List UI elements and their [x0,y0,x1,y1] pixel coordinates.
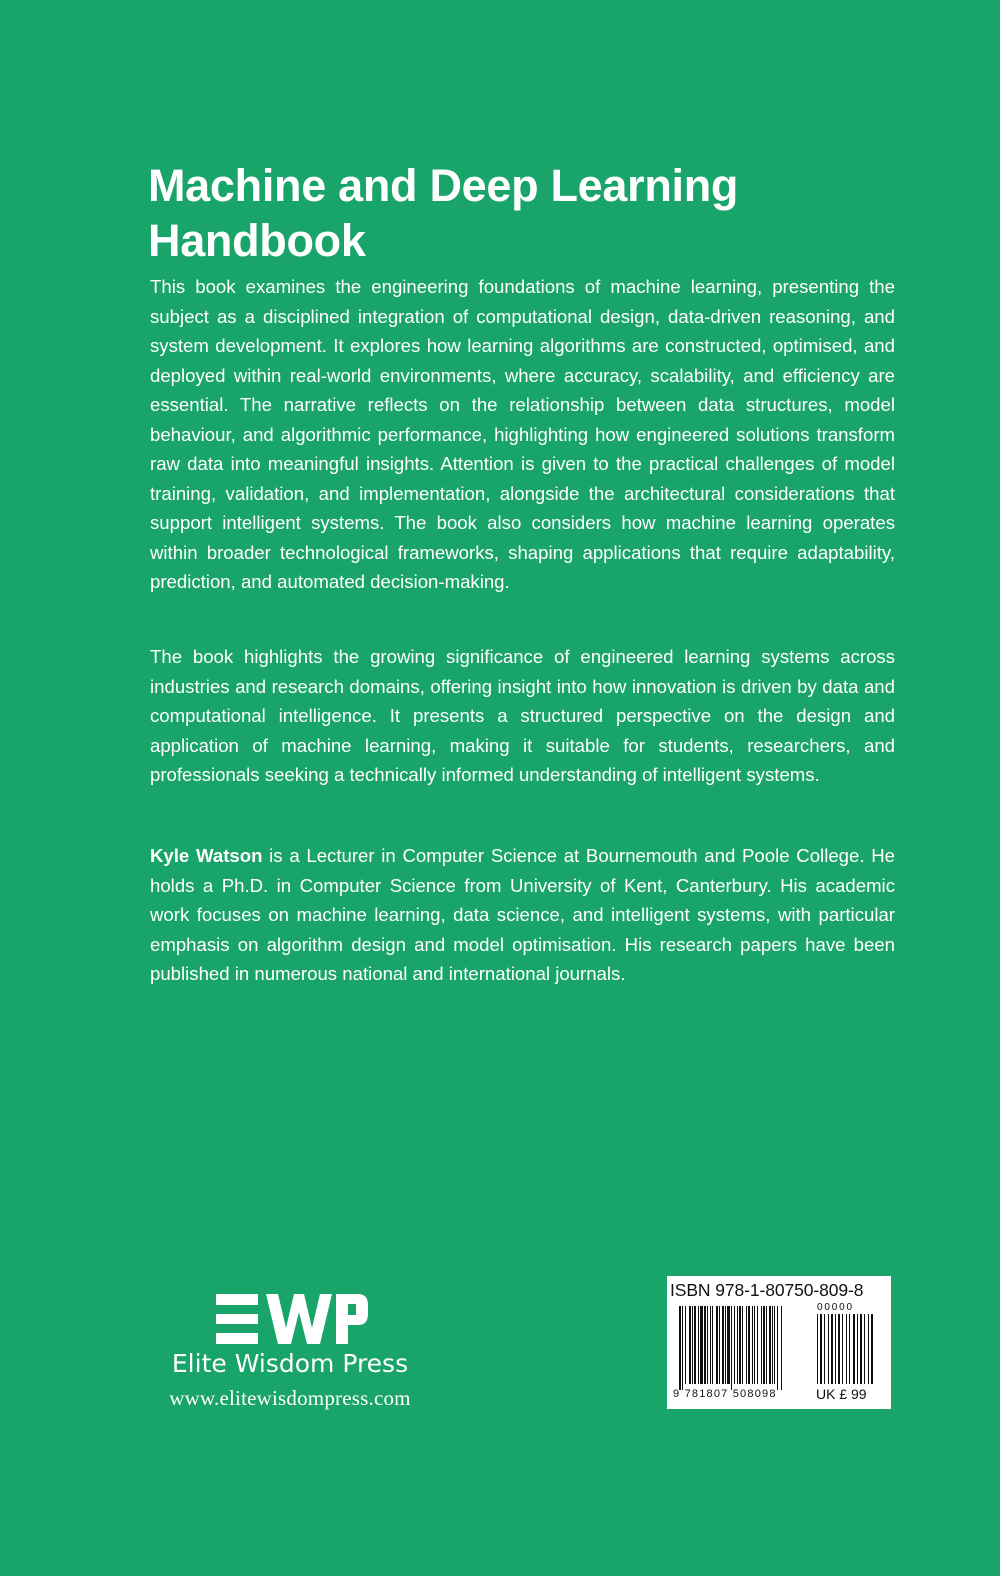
author-name: Kyle Watson [150,845,263,866]
isbn-barcode [667,1276,891,1409]
publisher-url: www.elitewisdompress.com [169,1386,411,1410]
description-paragraph-1: This book examines the engineering foundations of machine learning, presenting the subject as a disciplined integration of computational design, data-driven reasoning, and system development. It explores how learning algorithms are constructed, optimised, and deployed within real-world environments, where accuracy, scalability, and efficiency are essential. The narrative reflects on the relationship between data structures, model behaviour, and algorithmic performance, highlighting how engineered solutions transform raw data into meaningful insights. Attention is given to the practical challenges of model training, validation, and implementation, alongside the architectural considerations that support intelligent systems. The book also considers how machine learning operates within broader technological frameworks, shaping applications that require adaptability, prediction, and automated decision-making. [150,276,895,592]
author-bio-paragraph [150,841,895,989]
publisher-block [145,1290,445,1420]
isbn-text: ISBN 978-1-80750-809-8 [670,1280,864,1300]
publisher-name: Elite Wisdom Press [171,1349,409,1378]
price-text: UK £ 99 [816,1386,867,1402]
author-bio-text: is a Lecturer in Computer Science at Bournemouth and Poole College. He holds a Ph.D. in Computer Science from University of Kent, Canterbury. His academic work focuses on machine learning, data science, and intelligent systems, with particular emphasis on algorithm design and model optimisation. His research papers have been published in numerous national and international journals. [150,845,895,984]
book-title: Machine and Deep Learning Handbook [148,160,739,266]
addon-digits: 00000 [817,1302,854,1313]
description-paragraph-2: The book highlights the growing significance of engineered learning systems across industries and research domains, offering insight into how innovation is driven by data and computational intelligence. It presents a structured perspective on the design and application of machine learning, making it suitable for students, researchers, and professionals seeking a technically informed understanding of intelligent systems. [150,646,895,785]
ean-digits: 9 781807 508098 [673,1388,777,1400]
publisher-logo [216,1294,368,1344]
